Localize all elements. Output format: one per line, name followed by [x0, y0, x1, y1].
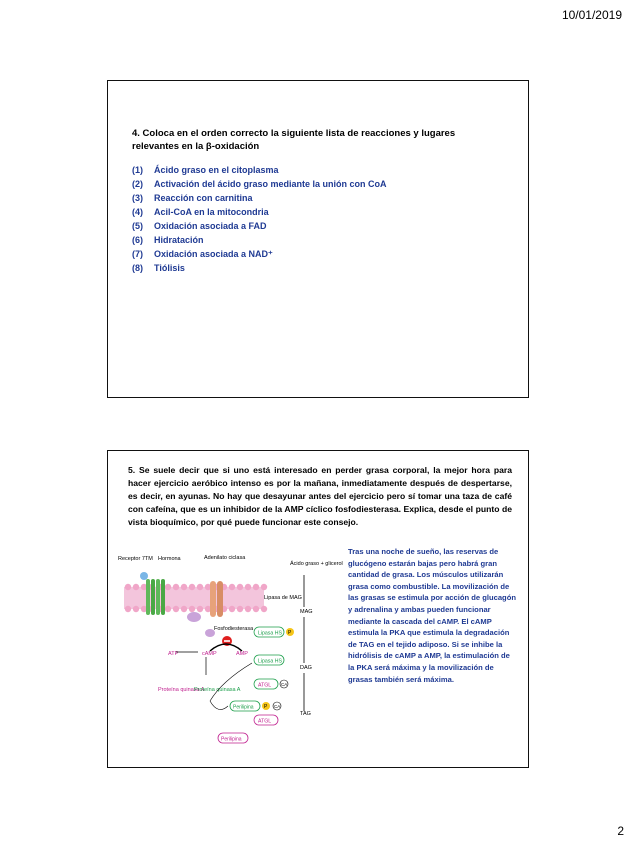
item-text: Ácido graso en el citoplasma [154, 165, 279, 175]
phosphate-label: P [288, 630, 292, 636]
item-number: (7) [132, 249, 143, 259]
perilipina-label: Perilipina [233, 704, 254, 711]
item-text: Reacción con carnitina [154, 193, 253, 203]
list-item [132, 247, 492, 261]
amp-label: AMP [236, 651, 248, 657]
g-protein [187, 612, 201, 622]
ca-label: CA [281, 682, 288, 687]
perilipina-label-2: Perilipina [221, 736, 242, 743]
atgl-label: ATGL [258, 682, 272, 689]
mag-lipase-label: Lipasa de MAG [264, 595, 302, 601]
reaction-list [132, 163, 492, 275]
list-item [132, 177, 492, 191]
tag-label: TAG [300, 711, 311, 717]
slide-question-4 [107, 80, 529, 398]
item-number: (5) [132, 221, 143, 231]
atgl-label-2: ATGL [258, 718, 272, 725]
lipasa-hs-label: Lipasa HS [258, 630, 282, 637]
item-number: (2) [132, 179, 143, 189]
ca-label-2: CA [274, 704, 281, 709]
item-number: (4) [132, 207, 143, 217]
list-item [132, 261, 492, 275]
list-item [132, 191, 492, 205]
item-text: Oxidación asociada a NAD⁺ [154, 249, 273, 259]
lipolysis-diagram [114, 551, 344, 751]
answer-text: Tras una noche de sueño, las reservas de glucógeno estarán bajas pero habrá gran cantidad de grasa. Los músculos utilizarán grasa como combustible. La movilización de las grasas se estimula por acción de glucagón y adrenalina y ambas pueden funcionar mediante la cascada del cAMP. El cAMP estimula la PKA que estimula la degradación de TAG en el tejido adiposo. Si se inhibe la hidrólisis de cAMP a AMP, la estimulación de la PKA será máxima y la movilización de grasas también será máxima. [348, 547, 516, 684]
item-number: (8) [132, 263, 143, 273]
list-item [132, 163, 492, 177]
list-item [132, 219, 492, 233]
pka-arrow-1 [210, 663, 252, 701]
item-text: Activación del ácido graso mediante la unión con CoA [154, 179, 387, 189]
item-text: Oxidación asociada a FAD [154, 221, 267, 231]
pde-label: Fosfodiesterasa [214, 626, 254, 632]
page-number: 2 [617, 824, 624, 838]
item-number: (6) [132, 235, 143, 245]
receptor-label: Receptor 7TM [118, 556, 153, 562]
phosphate-label-2: P [264, 704, 268, 710]
pka-arrow-2 [210, 701, 228, 710]
hormone-label: Hormona [158, 556, 181, 562]
list-item [132, 233, 492, 247]
list-item [132, 205, 492, 219]
pka-label-2: Proteína quinasa A [194, 687, 241, 693]
item-number: (3) [132, 193, 143, 203]
camp-label: cAMP [202, 651, 217, 657]
item-text: Acil-CoA en la mitocondria [154, 207, 269, 217]
item-text: Hidratación [154, 235, 204, 245]
cell-membrane [124, 584, 267, 612]
mag-label: MAG [300, 609, 313, 615]
item-number: (1) [132, 165, 143, 175]
lipasa-hs-label-2: Lipasa HS [258, 658, 282, 665]
question-5-text: 5. Se suele decir que si uno está interesado en perder grasa corporal, la mejor hora para hacer ejercicio aeróbico intenso es por la mañana, inmediatamente después de despertarse, es decir, en ayunas. No hay que desayunar antes del ejercicio pero sí tomar una taza de café con cafeína, que es un inhibidor de la AMP cíclico fosfodiesterasa. Explica, desde el punto de vista bioquímico, por qué puede funcionar este consejo. [128, 465, 512, 528]
question-4-text: 4. Coloca en el orden correcto la siguiente lista de reacciones y lugares relevantes en la β-oxidación [132, 128, 456, 152]
fatty-acid-label: Ácido graso + glicerol [290, 561, 343, 567]
atp-label: ATP [168, 651, 179, 657]
item-text: Tiólisis [154, 263, 185, 273]
cyclase-label: Adenilato ciclasa [204, 555, 246, 561]
pka-label-1: Proteína quinasa A [158, 687, 205, 693]
hormone-molecule [140, 572, 148, 580]
slide-question-5 [107, 450, 529, 768]
date: 10/01/2019 [561, 8, 622, 22]
dag-label: DAG [300, 665, 312, 671]
